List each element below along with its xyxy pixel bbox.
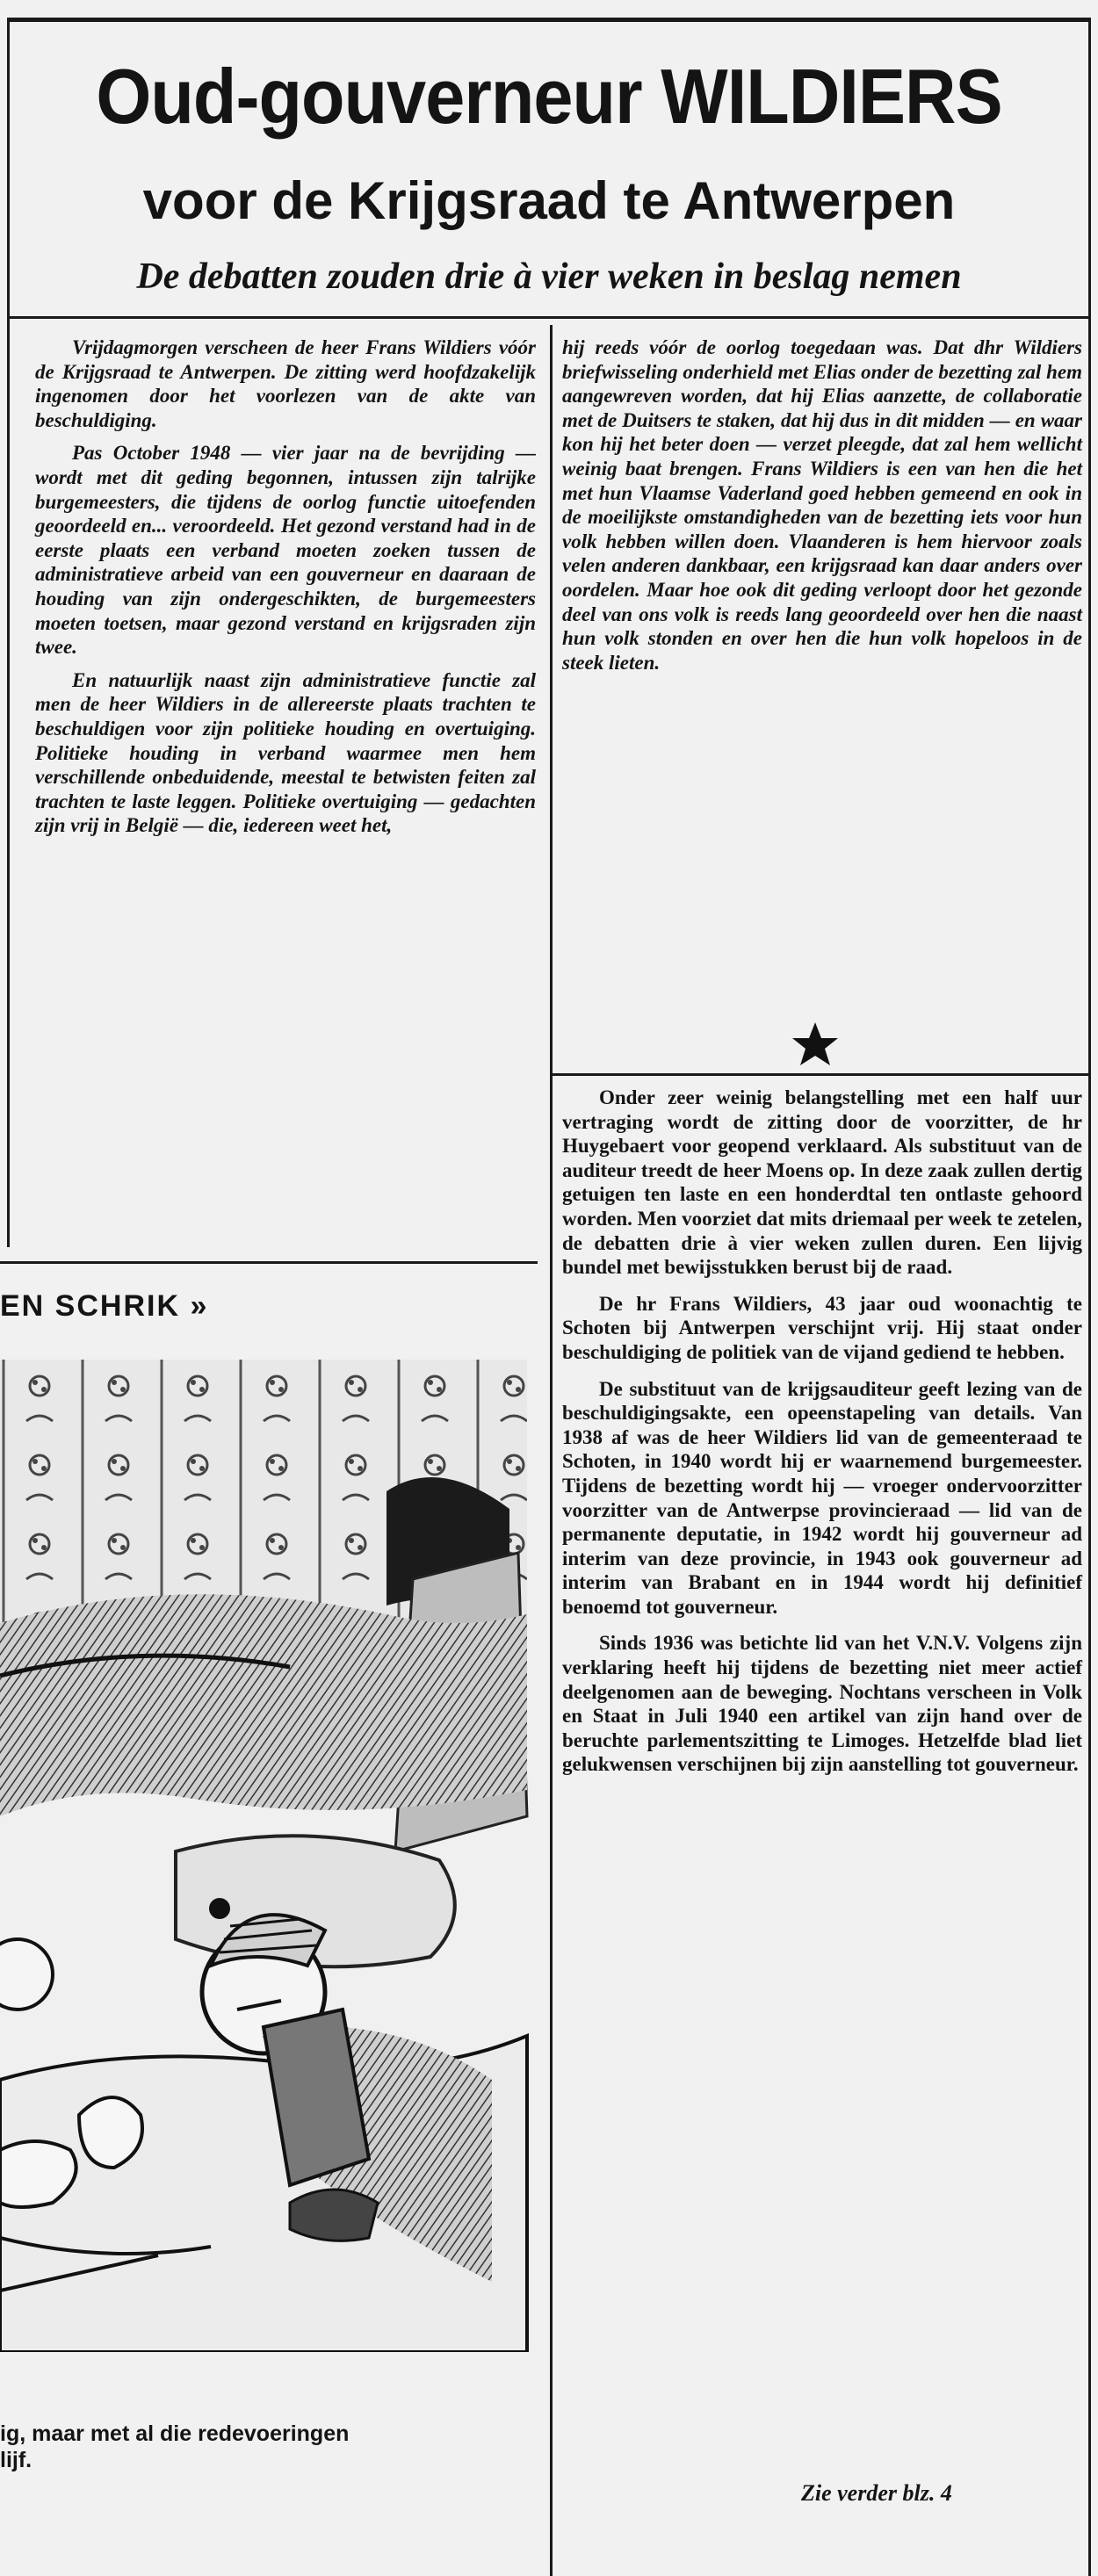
paragraph: De substituut van de krijgsauditeur geeft lezing van de beschuldigingsakte, een opeenstapeling van details. Van 1938 af was de heer Wildiers lid van de gemeenteraad te Schoten, in 1940 wordt hij er waarnemend burgemeester. Tijdens de bezetting wordt hij — vroeger ondervoorzitter voorzitter van de Antwerpse provincieraad — lid van de permanente deputatie, in 1942 wordt hij gouverneur ad interim van deze provincie, in 1943 ook gouverneur ad interim van Brabant en in 1944 wordt hij definitief benoemd tot gouverneur. bbox=[562, 1377, 1082, 1618]
section-rule bbox=[550, 1073, 1091, 1076]
paragraph: Sinds 1936 was betichte lid van het V.N.V. Volgens zijn verklaring heeft hij tijdens de bezetting niet meer actief deelgenomen aan de beweging. Nochtans verscheen in Volk en Staat in Juli 1940 een artikel van zijn hand over de beruchte parlementszitting te Limoges. Hetzelfde blad liet gelukwensen verschijnen bij zijn aanstelling tot gouverneur. bbox=[562, 1632, 1082, 1776]
deck: De debatten zouden drie à vier weken in beslag nemen bbox=[136, 256, 962, 297]
column-divider bbox=[550, 325, 553, 2576]
paragraph: Pas October 1948 — vier jaar na de bevrijding — wordt met dit geding begonnen, intussen zijn talrijke burgemeesters, die tijdens de oorlog functie uitoefenden geoordeeld en... veroordeeld. Het gezond verstand had in de eerste plaats een verband moeten zoeken tussen de administratieve arbeid van een gouverneur en daaraan de houding van zijn ondergeschikten, de burgemeesters moeten toetsen, maar gezond verstand en krijgsraden zijn twee. bbox=[35, 442, 536, 659]
cartoon-title: EN SCHRIK » bbox=[0, 1289, 209, 1323]
right-column-italic bbox=[562, 336, 1082, 683]
paragraph: Vrijdagmorgen verscheen de heer Frans Wildiers vóór de Krijgsraad te Antwerpen. De zitting werd hoofdzakelijk ingenomen door het voorlezen van de akte van beschuldiging. bbox=[35, 336, 536, 431]
cartoon-illustration bbox=[0, 1360, 534, 2352]
deck-rule bbox=[7, 316, 1091, 319]
caption-line: ig, maar met al die redevoeringen bbox=[0, 2421, 350, 2446]
cartoon-rule bbox=[0, 1261, 538, 1264]
headline: Oud-gouverneur WILDIERS bbox=[96, 53, 1002, 140]
star-separator-icon bbox=[789, 1019, 842, 1072]
right-column-roman bbox=[562, 1086, 1082, 1789]
caption-line: lijf. bbox=[0, 2448, 33, 2472]
subheadline: voor de Krijgsraad te Antwerpen bbox=[142, 171, 956, 230]
cartoon-caption bbox=[0, 2421, 534, 2473]
right-border bbox=[1088, 18, 1091, 2576]
paragraph: De hr Frans Wildiers, 43 jaar oud woonachtig te Schoten bij Antwerpen verschijnt vrij. Hij staat onder beschuldiging de politiek van de vijand gediend te hebben. bbox=[562, 1292, 1082, 1363]
continued-note: Zie verder blz. 4 bbox=[801, 2480, 952, 2506]
paragraph: En natuurlijk naast zijn administratieve functie zal men de heer Wildiers in de allereerste plaats trachten te beschuldigen voor zijn politieke houding en overtuiging. Politieke houding in verband waarmee men hem verschillende onbeduidende, meestal te betwisten feiten zal trachten te laste leggen. Politieke overtuiging — gedachten zijn vrij in België — die, iedereen weet het, bbox=[35, 668, 536, 837]
paragraph: hij reeds vóór de oorlog toegedaan was. Dat dhr Wildiers briefwisseling onderhield met Elias onder de bezetting zal hem aangewreven worden, dat hij Elias aanzette, de collaboratie met de Duitsers te staken, dat hij dus in dit midden — en waar kon hij het beter doen — verzet pleegde, dat zal hem wellicht weinig baat brengen. Frans Wildiers is een van hen die het met hun Vlaamse Vaderland goed hebben gemeend en ook in de moeilijkste omstandigheden van de bezetting iets voor hun volk hebben willen doen. Vlaanderen is hem hiervoor zoals velen anderen dankbaar, een krijgsraad kan daar anders over oordelen. Maar hoe ook dit geding verloopt door het gezonde deel van ons volk is reeds lang geoordeeld over hen die naast hun volk stonden en over hen die hun volk hopeloos in de steek lieten. bbox=[562, 336, 1082, 674]
paragraph: Onder zeer weinig belangstelling met een half uur vertraging wordt de zitting door de voorzitter, de hr Huygebaert voor geopend verklaard. Als substituut van de auditeur treedt de heer Moens op. In deze zaak zullen dertig getuigen ten laste en een honderdtal ten ontlaste gehoord worden. Men voorziet dat mits driemaal per week te zetelen, de debatten drie à vier weken zullen duren. Een lijvig bundel met bewijsstukken berust bij de raad. bbox=[562, 1086, 1082, 1279]
top-rule bbox=[7, 18, 1091, 22]
left-column bbox=[35, 336, 536, 847]
